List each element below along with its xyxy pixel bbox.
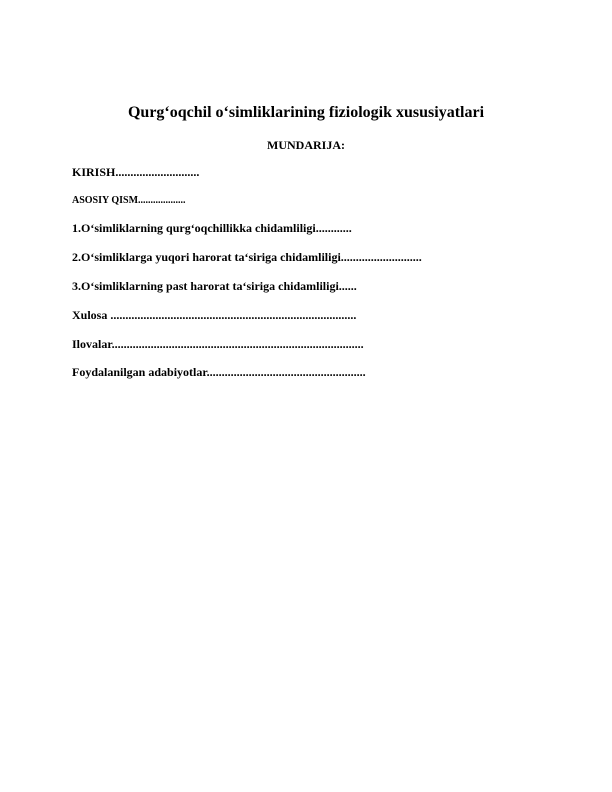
toc-item-1: 1.O‘simliklarning qurg‘oqchillikka chidamliligi............ — [72, 221, 352, 235]
toc-item-ilovalar: Ilovalar.................................................................................... — [72, 337, 364, 351]
toc-item-kirish: KIRISH............................ — [72, 165, 200, 179]
document-title: Qurg‘oqchil o‘simliklarining fiziologik xususiyatlari — [127, 104, 485, 121]
toc-item-2: 2.O‘simliklarga yuqori harorat ta‘siriga chidamliligi........................... — [72, 250, 422, 264]
toc-heading: MUNDARIJA: — [267, 138, 345, 152]
toc-item-asosiy-qism: ASOSIY QISM................... — [72, 195, 186, 206]
toc-item-3: 3.O‘simliklarning past harorat ta‘siriga chidamliligi...... — [72, 279, 357, 293]
toc-item-adabiyotlar: Foydalanilgan adabiyotlar..................................................... — [72, 365, 366, 379]
toc-item-xulosa: Xulosa .................................................................................. — [72, 308, 357, 322]
